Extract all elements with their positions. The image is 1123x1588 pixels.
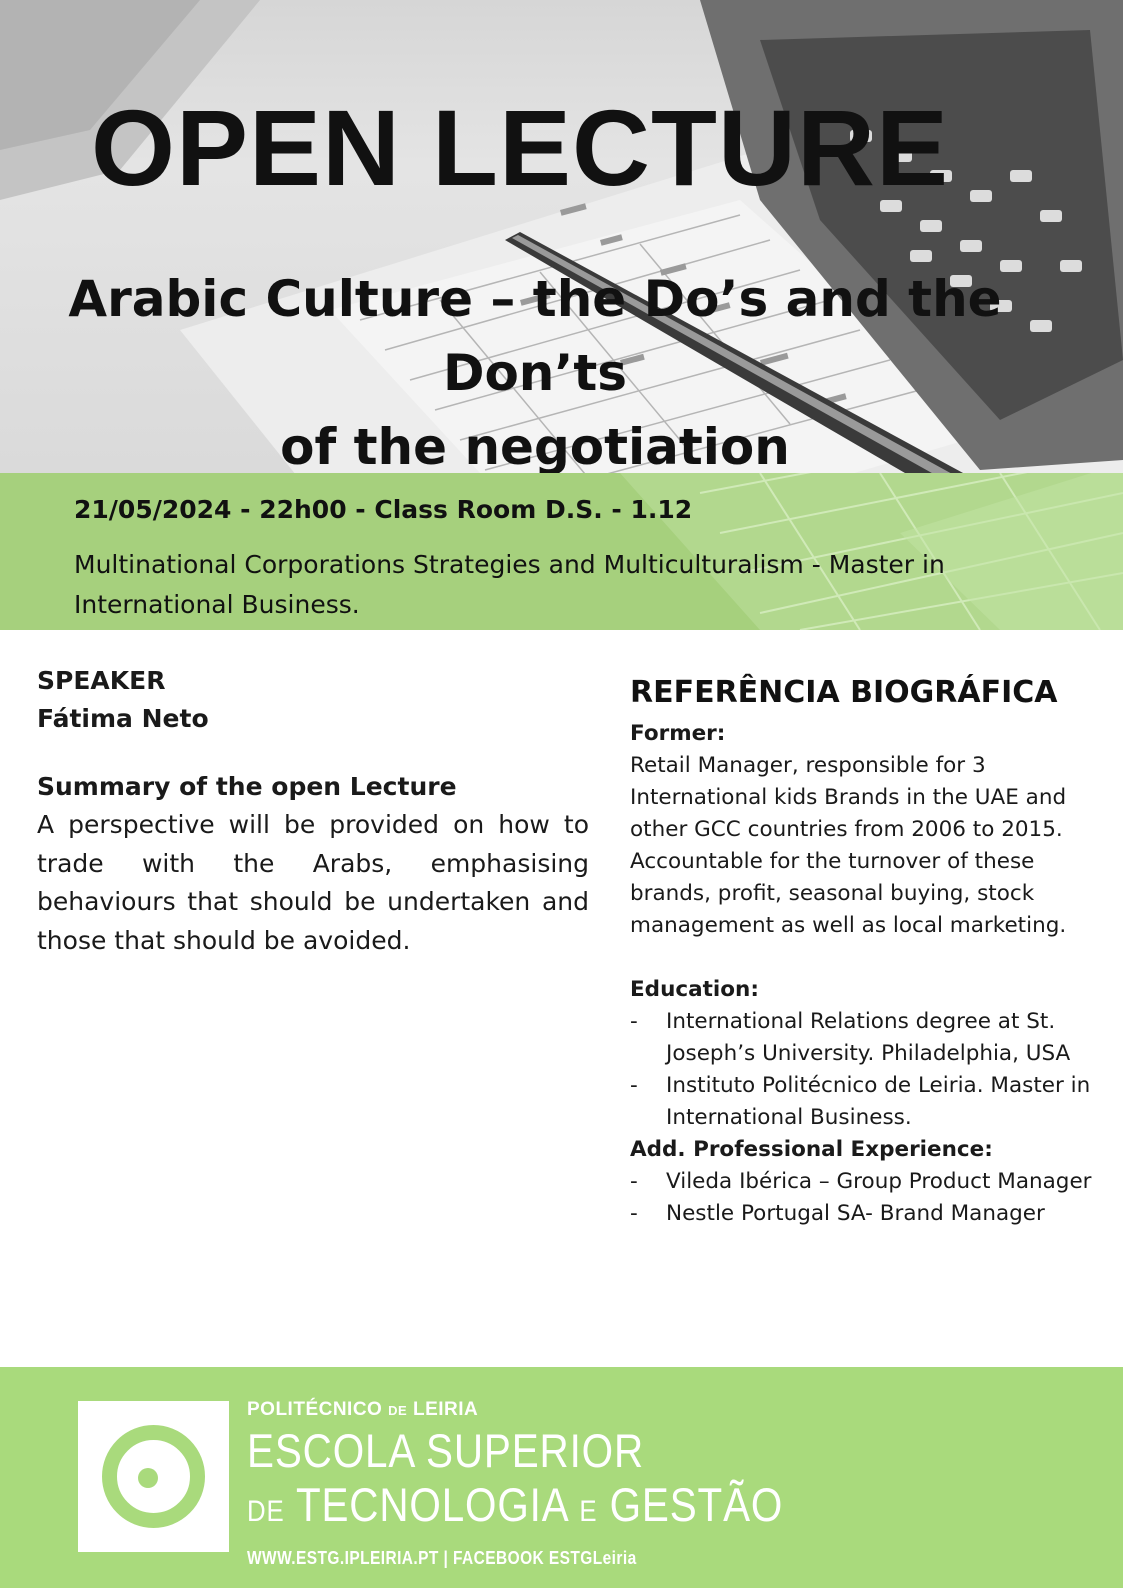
lecture-title-line-1: Arabic Culture – the Do’s and the Don’ts <box>68 270 1002 402</box>
lecture-title-line-2: of the negotiation <box>280 418 790 473</box>
estg-logo <box>78 1401 229 1552</box>
school-name-line-1: ESCOLA SUPERIOR <box>247 1424 645 1477</box>
experience-label: Add. Professional Experience: <box>630 1137 993 1162</box>
course-name: Multinational Corporations Strategies and Multiculturalism - Master in International Business. <box>74 550 945 619</box>
lecture-title <box>0 262 1070 473</box>
institution-footer <box>0 1367 1123 1588</box>
institution-name <box>247 1397 871 1571</box>
website-facebook-link[interactable]: WWW.ESTG.IPLEIRIA.PT | FACEBOOK ESTGLeiria <box>247 1548 637 1568</box>
circle-eye-logo-icon <box>78 1401 229 1552</box>
biography-column <box>630 672 1120 1230</box>
speaker-name: Fátima Neto <box>37 704 209 733</box>
speaker-label: SPEAKER <box>37 666 166 695</box>
list-item: - Vileda Ibérica – Group Product Manager <box>630 1169 1092 1194</box>
former-label: Former: <box>630 721 726 746</box>
summary-heading: Summary of the open Lecture <box>37 772 457 801</box>
summary-text: A perspective will be provided on how to trade with the Arabs, emphasising behaviours that should be undertaken and those that should be avoided. <box>37 810 589 955</box>
education-label: Education: <box>630 977 759 1002</box>
experience-list <box>630 1166 1120 1230</box>
school-name-line-2: DE TECNOLOGIA E GESTÃO <box>247 1478 784 1531</box>
event-info-band <box>0 473 1123 630</box>
hero-banner <box>0 0 1123 473</box>
event-date-time-room: 21/05/2024 - 22h00 - Class Room D.S. - 1.12 <box>74 495 693 524</box>
education-list <box>630 1006 1120 1134</box>
biography-heading: REFERÊNCIA BIOGRÁFICA <box>630 675 1058 710</box>
list-item: - International Relations degree at St. Joseph’s University. Philadelphia, USA <box>630 1009 1071 1066</box>
polytechnic-name: POLITÉCNICO DE LEIRIA <box>247 1399 479 1420</box>
speaker-summary-column <box>37 662 589 960</box>
former-text: Retail Manager, responsible for 3 International kids Brands in the UAE and other GCC countries from 2006 to 2015. Accountable for the turnover of these brands, profit, seasonal buying, stock management as well as local marketing. <box>630 753 1067 938</box>
list-item: - Instituto Politécnico de Leiria. Master in International Business. <box>630 1073 1091 1130</box>
page-title: OPEN LECTURE <box>90 87 950 208</box>
list-item: - Nestle Portugal SA- Brand Manager <box>630 1201 1045 1226</box>
